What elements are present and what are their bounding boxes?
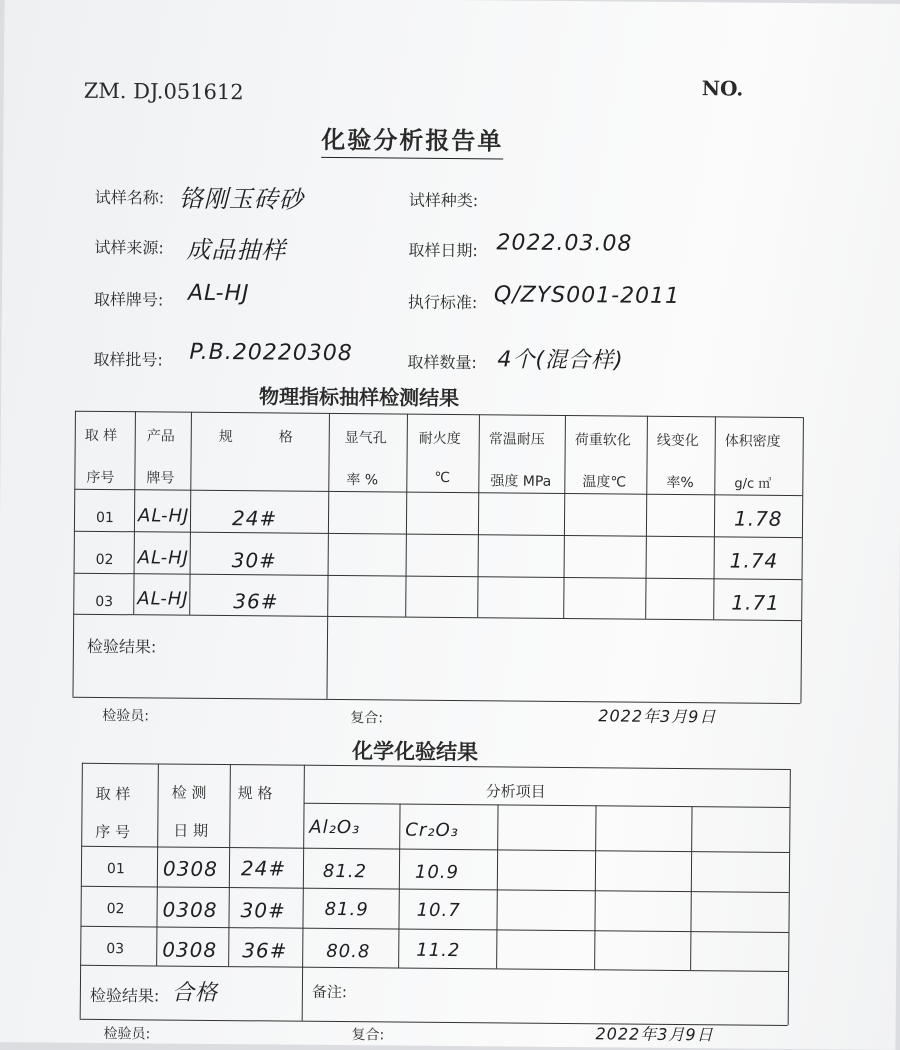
sample-type-label: 试样种类: — [408, 190, 479, 211]
phys-header-rul-2: 温度℃ — [582, 474, 627, 491]
phys-header-brand-2: 牌号 — [146, 470, 175, 487]
phys-header-density: 体积密度 — [724, 433, 781, 450]
phys-result-label: 检验结果: — [86, 636, 157, 657]
sampling-date-label: 取样日期: — [408, 240, 478, 261]
phys-date: 2022年3月9日 — [598, 706, 717, 727]
chem-inspector-label: 检验员: — [103, 1025, 151, 1043]
physical-section-title: 物理指标抽样检测结果 — [258, 384, 460, 411]
sample-brand-value: AL-HJ — [187, 280, 250, 307]
phys-reviewer-label: 复合: — [350, 710, 384, 727]
chem-header-al2o3: Al₂O₃ — [309, 816, 361, 839]
phys-header-seq: 取 样 — [84, 427, 118, 445]
number-label: NO. — [701, 76, 744, 101]
chem-row-al2o3: 81.2 — [322, 860, 368, 883]
chem-result-label: 检验结果: — [89, 985, 160, 1006]
phys-inspector-label: 检验员: — [102, 707, 150, 725]
chem-reviewer-label: 复合: — [351, 1027, 385, 1044]
phys-row-seq: 03 — [95, 593, 114, 611]
sample-source-label: 试样来源: — [94, 237, 164, 258]
standard-label: 执行标准: — [407, 292, 478, 313]
phys-header-brand: 产品 — [146, 428, 175, 445]
chem-header-items: 分析项目 — [485, 782, 546, 801]
batch-label: 取样批号: — [93, 349, 163, 370]
chem-row-cr2o3: 10.7 — [416, 899, 461, 922]
phys-header-porosity-2: 率 % — [346, 472, 379, 489]
phys-header-plc-2: 率% — [666, 474, 694, 492]
phys-row-brand: AL-HJ — [137, 588, 189, 610]
chem-row-cr2o3: 10.9 — [414, 861, 460, 884]
sample-source-value: 成品抽样 — [186, 235, 287, 265]
quantity-value: 4个(混合样) — [497, 347, 624, 374]
phys-row-brand: AL-HJ — [137, 547, 190, 569]
chem-row-spec: 30# — [240, 898, 286, 923]
phys-row-spec: 30# — [231, 548, 277, 573]
physical-table — [5, 0, 900, 4]
phys-header-spec-2: 格 — [278, 429, 293, 446]
chem-header-date: 检 测 — [171, 783, 207, 802]
chem-header-seq: 取 样 — [95, 784, 131, 804]
sampling-date-value: 2022.03.08 — [496, 230, 633, 257]
chem-row-al2o3: 80.8 — [326, 940, 371, 963]
standard-value: Q/ZYS001-2011 — [493, 282, 681, 309]
phys-row-density: 1.78 — [733, 506, 783, 531]
phys-header-plc: 线变化 — [656, 432, 699, 450]
phys-header-refractoriness-2: ℃ — [434, 469, 451, 486]
phys-row-density: 1.74 — [729, 548, 779, 573]
chem-row-spec: 36# — [242, 938, 288, 963]
form-code: ZM. DJ.051612 — [83, 78, 244, 105]
quantity-label: 取样数量: — [407, 352, 477, 373]
chem-row-al2o3: 81.9 — [324, 898, 369, 921]
chem-row-seq: 03 — [106, 941, 125, 958]
phys-row-brand: AL-HJ — [137, 505, 190, 527]
sample-brand-label: 取样牌号: — [93, 289, 164, 310]
chem-result-value: 合格 — [171, 980, 219, 1006]
chem-header-date-2: 日 期 — [173, 821, 209, 840]
batch-value: P.B.20220308 — [189, 339, 353, 367]
chemical-section-title: 化学化验结果 — [351, 739, 479, 765]
chem-row-date: 0308 — [162, 897, 218, 922]
chem-remarks-label: 备注: — [311, 982, 348, 1002]
phys-row-density: 1.71 — [731, 590, 780, 615]
chem-row-date: 0308 — [162, 937, 218, 962]
chem-row-date: 0308 — [162, 856, 218, 881]
chem-header-seq-2: 序 号 — [95, 822, 131, 842]
chem-row-spec: 24# — [240, 856, 287, 881]
sample-name-label: 试样名称: — [94, 187, 165, 208]
phys-row-spec: 24# — [231, 506, 278, 531]
chemical-table — [5, 0, 900, 4]
chem-header-cr2o3: Cr₂O₃ — [405, 819, 459, 842]
phys-row-seq: 01 — [95, 509, 114, 527]
page-title: 化验分析报告单 — [321, 120, 503, 160]
phys-header-ccs-2: 强度 MPa — [490, 473, 552, 490]
chem-row-seq: 02 — [106, 901, 125, 918]
phys-header-porosity: 显气孔 — [344, 430, 387, 447]
phys-row-spec: 36# — [233, 589, 279, 614]
chem-header-spec: 规 格 — [237, 784, 273, 803]
phys-header-spec: 规 — [218, 428, 233, 446]
chem-row-cr2o3: 11.2 — [416, 939, 461, 962]
phys-row-seq: 02 — [95, 551, 114, 569]
phys-header-density-2: g/c ㎥ — [734, 476, 772, 492]
phys-header-seq-2: 序号 — [86, 469, 115, 487]
phys-header-ccs: 常温耐压 — [488, 431, 545, 448]
chem-date: 2022年3月9日 — [595, 1024, 714, 1045]
sample-name-value: 铬刚玉砖砂 — [178, 184, 304, 214]
chem-row-seq: 01 — [106, 861, 125, 878]
phys-header-rul: 荷重软化 — [574, 432, 631, 449]
phys-header-refractoriness: 耐火度 — [418, 430, 461, 448]
